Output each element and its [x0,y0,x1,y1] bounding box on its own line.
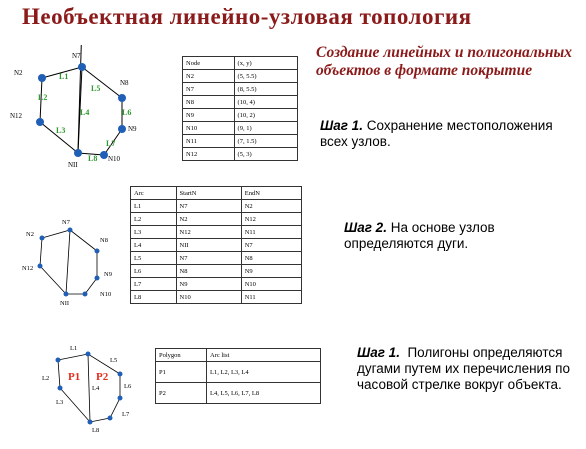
arc-label-l5: L5 [110,357,118,364]
table-cell: L2 [131,213,177,226]
diagram-nodes-arcs [0,45,150,175]
node-n8 [118,94,126,102]
arc-label-l8: L8 [92,427,100,434]
step-2-text: На основе узлов определяются дуги. [344,220,495,251]
diagram-group [40,230,97,294]
table-row [183,96,298,109]
table-row [183,148,298,161]
table-row [183,122,298,135]
node-point [118,396,123,401]
node-point [118,372,123,377]
arc-line [88,354,90,422]
table-row [183,109,298,122]
table-row [131,252,302,265]
label-n2: N2 [14,69,23,77]
table-header-row [183,57,298,70]
table-cell: N8 [183,96,235,109]
table-cell: L1 [131,200,177,213]
column-header: Node [183,57,235,70]
table-cell: (7, 1.5) [234,135,297,148]
arc-label-l5: L5 [91,84,101,93]
label-n8: N8 [120,79,129,87]
node-n7 [78,63,86,71]
table-cell: L1, L2, L3, L4 [207,362,321,383]
arc-label-l7: L7 [106,139,116,148]
table-cell: N7 [176,200,241,213]
table-cell: N12 [183,148,235,161]
arc-line [40,230,97,294]
arc-line [66,230,70,294]
table-cell: (5, 5.5) [234,70,297,83]
table-cell: L8 [131,291,177,304]
node-point [64,292,69,297]
page-subtitle: Создание линейных и полигональных объектов в формате покрытие [316,44,572,79]
table-cell: N11 [183,135,235,148]
label-n8: N8 [100,237,108,244]
table-cell: (10, 2) [234,109,297,122]
step-2-label: Шаг 2. [344,220,387,235]
table-cell: P2 [156,383,207,404]
table-row [183,70,298,83]
label-n11: NII [60,300,70,307]
node-n9 [118,125,126,133]
diagram-nodes [0,210,130,310]
table-cell: N8 [176,265,241,278]
label-n9: N9 [104,271,112,278]
node-n10 [100,151,108,159]
table-cell: N11 [241,226,301,239]
step-3-text: Полигоны определяются дугами путем их перечисления по часовой стрелке вокруг объекта. [357,345,570,392]
table-header-row [131,187,302,200]
arc-label-l6: L6 [122,108,132,117]
label-n9: N9 [128,125,137,133]
step-1-label: Шаг 1. [320,118,363,133]
label-n7: N7 [72,52,81,60]
diagram-polygons [30,340,150,440]
table-cell: N7 [241,239,301,252]
label-n12: N12 [22,265,34,272]
label-n7: N7 [62,219,70,226]
table-cell: N12 [241,213,301,226]
table-cell: N8 [241,252,301,265]
node-n12 [36,118,44,126]
arc-l5 [82,67,122,98]
table-cell: (5, 3) [234,148,297,161]
table-cell: N2 [241,200,301,213]
arc-label-l6: L6 [124,383,132,390]
node-point [83,292,88,297]
node-point [86,352,91,357]
column-header: Arc [131,187,177,200]
step-1 [320,118,570,150]
table-cell: L3 [131,226,177,239]
column-header: Polygon [156,349,207,362]
table-cell: (9, 1) [234,122,297,135]
table-row [183,135,298,148]
table-row [131,226,302,239]
node-n2 [38,74,46,82]
table-row [156,383,321,404]
arc-label-l3: L3 [56,399,64,406]
table-cell: N9 [176,278,241,291]
diagram-group [38,228,100,297]
node-point [88,420,93,425]
step-3-label: Шаг 1. [357,345,400,360]
label-n12: N12 [10,112,23,120]
node-point [108,416,113,421]
polygon-label-p2: P2 [96,371,109,383]
polygon-table [155,348,321,404]
diagram-group [58,354,120,422]
table-cell: N9 [183,109,235,122]
polygon-label-p1: P1 [68,371,81,383]
table-cell: N9 [241,265,301,278]
node-point [56,358,61,363]
table-cell: N10 [183,122,235,135]
arc-label-l2: L2 [42,375,50,382]
table-row [131,278,302,291]
node-point [40,236,45,241]
table-row [131,291,302,304]
label-n10: N10 [108,155,121,163]
table-cell: N2 [176,213,241,226]
label-n2: N2 [26,231,34,238]
table-cell: N10 [241,278,301,291]
table-row [131,239,302,252]
table-cell: N10 [176,291,241,304]
node-point [68,228,73,233]
node-n11 [74,149,82,157]
column-header: (x, y) [234,57,297,70]
table-cell: N12 [176,226,241,239]
table-row [131,213,302,226]
table-cell: N7 [176,252,241,265]
arc-label-l1: L1 [59,72,69,81]
table-row [131,265,302,278]
node-point [95,276,100,281]
arc-label-l3: L3 [56,126,66,135]
column-header: Arc list [207,349,321,362]
node-point [95,249,100,254]
table-row [156,362,321,383]
table-cell: P1 [156,362,207,383]
step-2 [344,220,564,252]
node-point [38,264,43,269]
step-1-text: Сохранение местоположения всех узлов. [320,118,553,149]
arc-label-l7: L7 [122,411,130,418]
diagram-group [42,345,132,434]
step-3 [357,345,583,393]
table-row [183,83,298,96]
table-header-row [156,349,321,362]
node-point [58,386,63,391]
arc-label-l8: L8 [88,154,98,163]
table-cell: (8, 5.5) [234,83,297,96]
arc-table [130,186,302,304]
arc-label-l4: L4 [80,108,90,117]
table-row [131,200,302,213]
table-cell: L4, L5, L6, L7, L8 [207,383,321,404]
column-header: EndN [241,187,301,200]
table-cell: N2 [183,70,235,83]
table-cell: N7 [183,83,235,96]
label-n10: N10 [100,291,112,298]
page-title: Необъектная линейно-узловая топология [22,4,472,29]
table-cell: N11 [241,291,301,304]
label-n11: NII [68,161,78,169]
table-cell: NII [176,239,241,252]
column-header: StartN [176,187,241,200]
arc-label-l4: L4 [92,385,100,392]
node-coordinates-table [182,56,298,161]
table-cell: L6 [131,265,177,278]
table-cell: (10, 4) [234,96,297,109]
table-cell: L7 [131,278,177,291]
arc-label-l2: L2 [38,93,48,102]
table-cell: L5 [131,252,177,265]
diagram-group [38,72,131,163]
arc-label-l1: L1 [70,345,78,352]
table-cell: L4 [131,239,177,252]
